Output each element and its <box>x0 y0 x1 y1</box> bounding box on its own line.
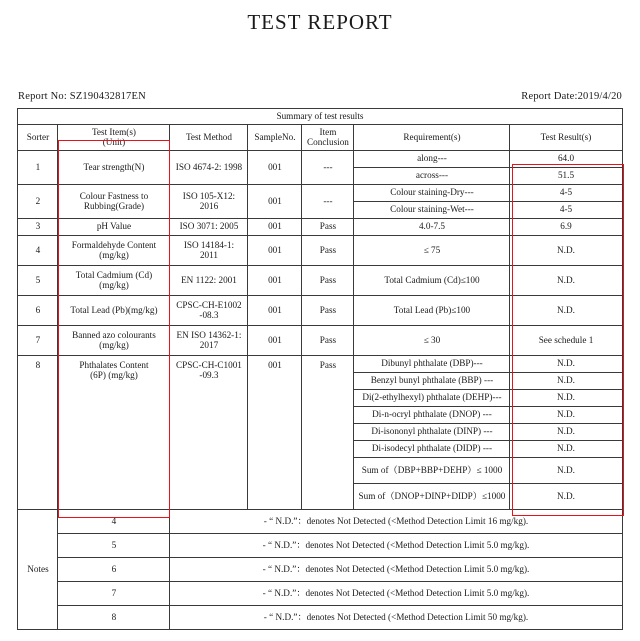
cell-item-conclusion: --- <box>302 184 354 218</box>
note-number: 6 <box>58 557 170 581</box>
cell-sample-no: 001 <box>248 218 302 235</box>
notes-row <box>18 557 622 581</box>
table-row <box>18 295 622 325</box>
cell-requirement: Sum of（DBP+BBP+DEHP）≤ 1000 <box>354 457 510 483</box>
cell-test-result: 51.5 <box>510 167 622 184</box>
cell-test-item-line1: Formaldehyde Content <box>71 239 157 250</box>
header-item-conclusion-line1: Item <box>319 126 337 137</box>
cell-sample-no: 001 <box>248 325 302 355</box>
cell-test-method-line2: 2016 <box>199 201 219 212</box>
cell-sample-no: 001 <box>248 295 302 325</box>
cell-test-item-line2: (mg/kg) <box>99 280 129 291</box>
cell-test-item-line1: Tear strength(N) <box>83 161 145 172</box>
cell-test-method <box>170 150 248 184</box>
report-date <box>521 91 622 102</box>
note-text: - “ N.D.”：denotes Not Detected (<Method Detection Limit 50 mg/kg). <box>170 605 622 629</box>
cell-test-method-line1: ISO 4674-2: 1998 <box>175 161 243 172</box>
cell-item-conclusion: Pass <box>302 295 354 325</box>
cell-test-method <box>170 235 248 265</box>
cell-test-result: 6.9 <box>510 218 622 235</box>
header-test-method: Test Method <box>170 124 248 150</box>
cell-requirement: Sum of（DNOP+DINP+DIDP）≤1000 <box>354 483 510 509</box>
cell-test-result: N.D. <box>510 483 622 509</box>
note-text: - “ N.D.”：denotes Not Detected (<Method Detection Limit 5.0 mg/kg). <box>170 581 622 605</box>
table-row <box>18 184 622 201</box>
cell-requirement: Colour staining-Dry--- <box>354 184 510 201</box>
cell-item-conclusion: Pass <box>302 325 354 355</box>
cell-test-item <box>58 150 170 184</box>
cell-test-result: 4-5 <box>510 184 622 201</box>
cell-test-method <box>170 295 248 325</box>
note-number: 7 <box>58 581 170 605</box>
header-test-result: Test Result(s) <box>510 124 622 150</box>
cell-test-result: N.D. <box>510 355 622 372</box>
table-row <box>18 355 622 372</box>
cell-sample-no: 001 <box>248 355 302 509</box>
note-text: - “ N.D.”：denotes Not Detected (<Method Detection Limit 5.0 mg/kg). <box>170 557 622 581</box>
cell-item-conclusion: Pass <box>302 235 354 265</box>
table-row <box>18 325 622 355</box>
cell-test-method: ISO 3071: 2005 <box>170 218 248 235</box>
report-number-label: Report No: <box>18 91 67 102</box>
cell-requirement: Di-isodecyl phthalate (DIDP) --- <box>354 440 510 457</box>
header-test-item <box>58 124 170 150</box>
note-number: 8 <box>58 605 170 629</box>
cell-test-result: N.D. <box>510 406 622 423</box>
header-requirement: Requirement(s) <box>354 124 510 150</box>
cell-requirement: Colour staining-Wet--- <box>354 201 510 218</box>
page-title: TEST REPORT <box>247 10 393 34</box>
summary-caption: Summary of test results <box>18 109 622 125</box>
cell-requirement: Benzyl bunyl phthalate (BBP) --- <box>354 372 510 389</box>
cell-test-result: See schedule 1 <box>510 325 622 355</box>
cell-sorter: 7 <box>18 325 58 355</box>
header-test-item-line1: Test Item(s) <box>91 126 136 137</box>
cell-requirement: across--- <box>354 167 510 184</box>
notes-row <box>18 509 622 533</box>
notes-label: Notes <box>18 509 58 629</box>
table-row <box>18 265 622 295</box>
cell-item-conclusion: Pass <box>302 265 354 295</box>
cell-test-method <box>170 355 248 509</box>
cell-test-method-line1: EN ISO 14362-1: <box>176 329 242 340</box>
cell-test-item-line2: (mg/kg) <box>99 340 129 351</box>
note-text: - “ N.D.”：denotes Not Detected (<Method Detection Limit 16 mg/kg). <box>170 509 622 533</box>
cell-requirement: along--- <box>354 150 510 167</box>
cell-requirement: Di(2-ethylhexyl) phthalate (DEHP)--- <box>354 389 510 406</box>
cell-test-item: pH Value <box>58 218 170 235</box>
cell-test-item: Total Lead (Pb)(mg/kg) <box>58 295 170 325</box>
cell-test-result: N.D. <box>510 440 622 457</box>
cell-sample-no: 001 <box>248 235 302 265</box>
cell-test-method-line2: -09.3 <box>199 370 219 381</box>
cell-requirement: Di-n-ocryl phthalate (DNOP) --- <box>354 406 510 423</box>
note-number: 5 <box>58 533 170 557</box>
cell-item-conclusion: Pass <box>302 218 354 235</box>
cell-test-item-line1: Total Cadmium (Cd) <box>75 269 153 280</box>
cell-requirement: Total Cadmium (Cd)≤100 <box>354 265 510 295</box>
cell-test-method <box>170 184 248 218</box>
cell-test-item-line2: (mg/kg) <box>99 250 129 261</box>
cell-test-item-line1: Phthalates Content <box>79 359 149 370</box>
notes-row <box>18 533 622 557</box>
cell-test-item-line1: Colour Fastness to <box>79 190 149 201</box>
cell-test-method-line1: ISO 105-X12: <box>182 190 236 201</box>
cell-requirement: 4.0-7.5 <box>354 218 510 235</box>
note-number: 4 <box>58 509 170 533</box>
cell-test-result: N.D. <box>510 235 622 265</box>
cell-test-method: EN 1122: 2001 <box>170 265 248 295</box>
cell-sorter: 1 <box>18 150 58 184</box>
cell-test-method-line1: ISO 14184-1: <box>183 239 235 250</box>
cell-test-result: 4-5 <box>510 201 622 218</box>
cell-test-method <box>170 325 248 355</box>
table-row <box>18 218 622 235</box>
test-results-table <box>17 108 622 630</box>
cell-requirement: Dibunyl phthalate (DBP)--- <box>354 355 510 372</box>
cell-test-result: N.D. <box>510 389 622 406</box>
cell-test-method-line1: CPSC-CH-C1001 <box>176 359 242 370</box>
cell-test-item <box>58 235 170 265</box>
cell-test-result: N.D. <box>510 372 622 389</box>
cell-test-item-line2: (6P) (mg/kg) <box>90 370 138 381</box>
cell-test-result: N.D. <box>510 423 622 440</box>
cell-requirement: Di-isononyl phthalate (DINP) --- <box>354 423 510 440</box>
cell-test-item <box>58 355 170 509</box>
cell-requirement: ≤ 30 <box>354 325 510 355</box>
cell-sorter: 2 <box>18 184 58 218</box>
report-date-value: 2019/4/20 <box>577 91 622 102</box>
cell-test-item-line1: Banned azo colourants <box>72 329 156 340</box>
cell-sorter: 6 <box>18 295 58 325</box>
cell-test-result: 64.0 <box>510 150 622 167</box>
header-test-item-line2: (Unit) <box>102 137 126 148</box>
cell-sorter: 8 <box>18 355 58 509</box>
cell-sample-no: 001 <box>248 184 302 218</box>
report-meta <box>0 91 640 102</box>
table-caption-row <box>18 109 622 125</box>
cell-test-method-line2: 2017 <box>199 340 219 351</box>
cell-requirement: Total Lead (Pb)≤100 <box>354 295 510 325</box>
cell-item-conclusion: --- <box>302 150 354 184</box>
cell-test-result: N.D. <box>510 295 622 325</box>
cell-sorter: 4 <box>18 235 58 265</box>
cell-test-item <box>58 265 170 295</box>
header-item-conclusion <box>302 124 354 150</box>
cell-test-item-line2: Rubbing(Grade) <box>83 201 145 212</box>
notes-row <box>18 605 622 629</box>
note-text: - “ N.D.”：denotes Not Detected (<Method Detection Limit 5.0 mg/kg). <box>170 533 622 557</box>
header-sample-no: SampleNo. <box>248 124 302 150</box>
header-item-conclusion-line2: Conclusion <box>307 137 349 148</box>
notes-row <box>18 581 622 605</box>
cell-test-method-line2: 2011 <box>199 250 218 261</box>
cell-sorter: 5 <box>18 265 58 295</box>
cell-test-method-line2: -08.3 <box>199 310 219 321</box>
cell-sample-no: 001 <box>248 265 302 295</box>
report-number <box>18 91 146 102</box>
cell-test-result: N.D. <box>510 265 622 295</box>
cell-sample-no: 001 <box>248 150 302 184</box>
cell-sorter: 3 <box>18 218 58 235</box>
cell-test-item <box>58 325 170 355</box>
cell-test-method-line1: CPSC-CH-E1002 <box>176 299 242 310</box>
cell-test-result: N.D. <box>510 457 622 483</box>
cell-requirement: ≤ 75 <box>354 235 510 265</box>
cell-test-item <box>58 184 170 218</box>
table-header-row <box>18 124 622 150</box>
cell-item-conclusion: Pass <box>302 355 354 509</box>
report-number-value: SZ190432817EN <box>69 91 146 102</box>
table-row <box>18 235 622 265</box>
table-row <box>18 150 622 167</box>
report-date-label: Report Date: <box>521 91 578 102</box>
header-sorter: Sorter <box>18 124 58 150</box>
